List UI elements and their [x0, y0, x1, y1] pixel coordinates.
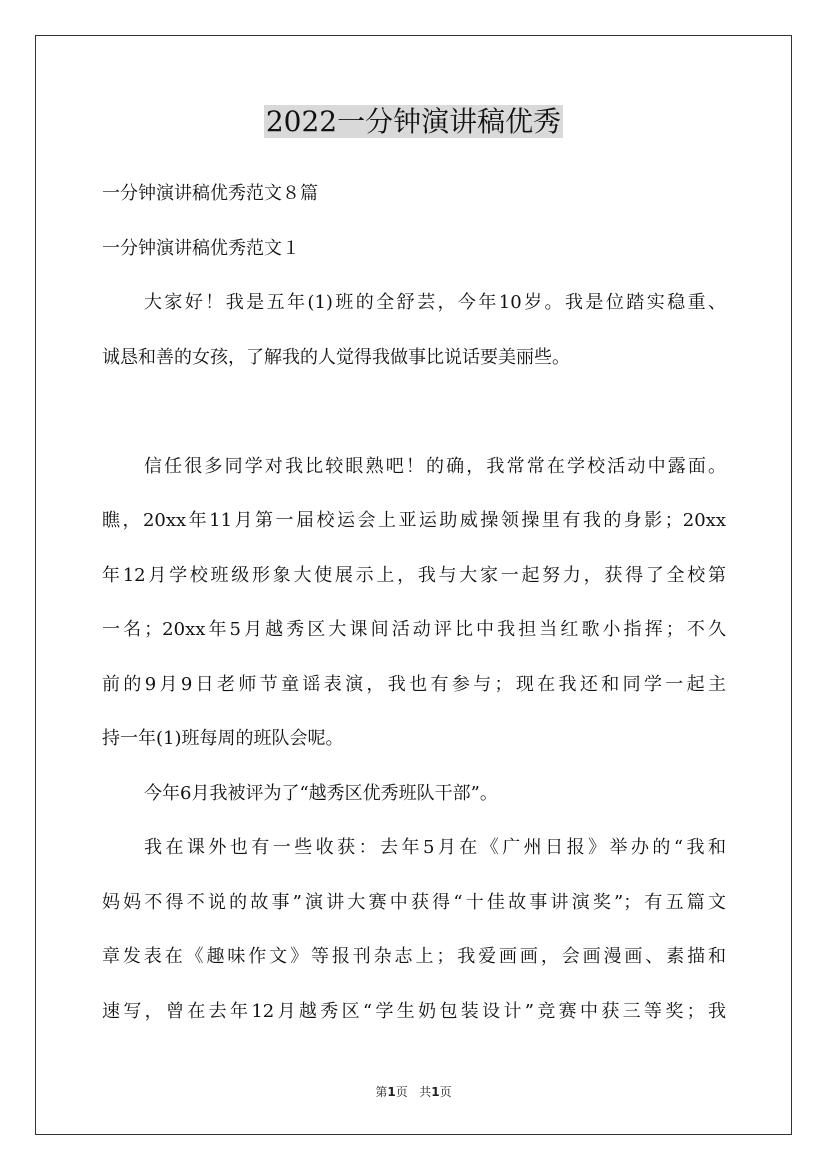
- paragraph-line: 妈妈不得不说的故事”演讲大赛中获得“十佳故事讲演奖”；有五篇文: [102, 891, 726, 913]
- paragraph-line: 诚恳和善的女孩，了解我的人觉得我做事比说话要美丽些。: [102, 346, 570, 368]
- paragraph-line: 前的9月9日老师节童谣表演，我也有参与；现在我还和同学一起主: [102, 673, 726, 695]
- paragraph-line: 今年6月我被评为了“越秀区优秀班队干部”。: [144, 782, 498, 804]
- document-title: [0, 102, 827, 142]
- page-footer: [0, 1083, 827, 1100]
- paragraph-line: 一分钟演讲稿优秀范文１: [102, 237, 300, 259]
- footer-total-suffix: 页: [439, 1085, 452, 1099]
- paragraph-line: 速写，曾在去年12月越秀区“学生奶包装设计”竞赛中获三等奖；我: [102, 1000, 726, 1022]
- paragraph-line: [102, 390, 726, 445]
- paragraph-line: 我在课外也有一些收获：去年5月在《广州日报》举办的“我和: [144, 837, 726, 858]
- footer-total-prefix: 共: [419, 1085, 432, 1099]
- paragraph-line: 信任很多同学对我比较眼熟吧！的确，我常常在学校活动中露面。: [144, 455, 726, 477]
- footer-page-prefix: 第: [375, 1085, 388, 1099]
- document-body: [102, 172, 726, 1044]
- footer-page-number: 1: [387, 1085, 396, 1099]
- paragraph-line: 持一年(1)班每周的班队会呢。: [102, 728, 344, 749]
- footer-total-pages: 1: [431, 1085, 440, 1099]
- paragraph-line: 瞧，20xx年11月第一届校运会上亚运助威操领操里有我的身影；20xx: [102, 510, 726, 531]
- paragraph-line: 大家好！我是五年(1)班的全舒芸，今年10岁。我是位踏实稳重、: [144, 292, 726, 313]
- paragraph-line: 一名；20xx年5月越秀区大课间活动评比中我担当红歌小指挥；不久: [102, 619, 726, 640]
- paragraph-line: 一分钟演讲稿优秀范文８篇: [102, 183, 318, 204]
- paragraph-line: 年12月学校班级形象大使展示上，我与大家一起努力，获得了全校第: [102, 564, 726, 586]
- footer-page-suffix: 页: [395, 1085, 408, 1099]
- paragraph-line: 章发表在《趣味作文》等报刊杂志上；我爱画画，会画漫画、素描和: [102, 946, 726, 967]
- document-title-text: 2022一分钟演讲稿优秀: [265, 105, 562, 138]
